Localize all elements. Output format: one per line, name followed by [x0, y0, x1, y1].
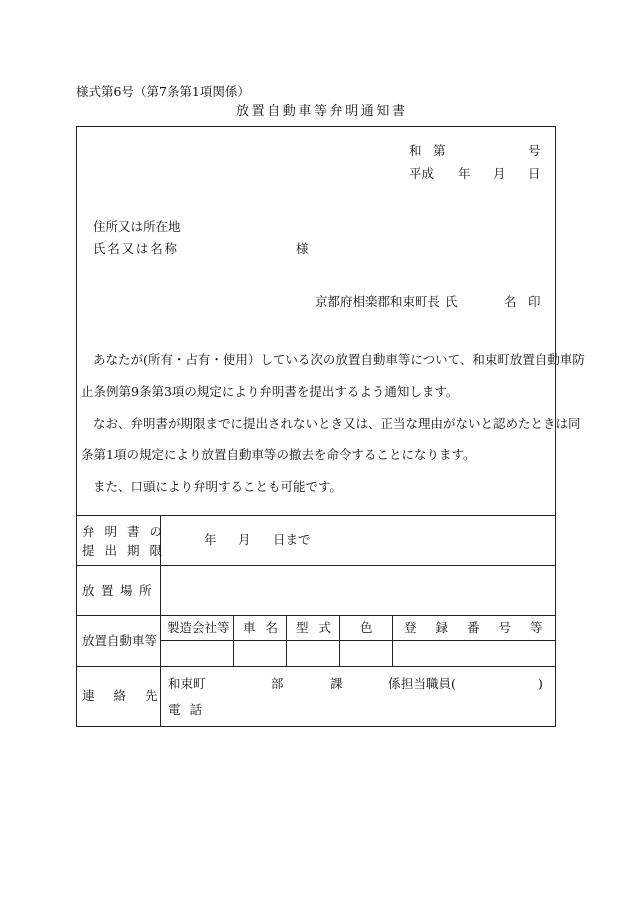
document-title: 放置自動車等弁明通知書	[236, 104, 408, 119]
vehicle-header-name: 車名	[243, 620, 289, 635]
name-label: 氏名又は名称	[93, 241, 179, 256]
date-era: 平成	[409, 166, 435, 181]
vehicle-header-maker: 製造会社等	[167, 620, 230, 635]
vehicle-col-line-1	[233, 615, 234, 666]
doc-number-prefix: 和	[409, 143, 422, 158]
issuer-shi: 氏	[445, 294, 458, 309]
vehicle-header-line	[161, 640, 556, 641]
deadline-label-2	[82, 543, 173, 558]
deadline-day: 日まで	[273, 532, 311, 547]
address-label: 住所又は所在地	[93, 219, 181, 234]
vehicle-header-color: 色	[360, 620, 373, 635]
body-p1-line2: 止条例第9条第3項の規定により弁明書を提出するよう通知します。	[81, 384, 459, 399]
vehicle-header-model: 型式	[296, 620, 342, 635]
deadline-label-text-1: 弁明書の	[82, 524, 173, 539]
contact-label: 連絡先	[82, 688, 177, 703]
contact-staff-close: )	[538, 676, 543, 691]
table-top-line	[76, 515, 556, 516]
contact-bu: 部	[271, 676, 284, 691]
row-line-1	[76, 565, 556, 566]
vehicle-header-reg: 登録番号等	[404, 620, 562, 635]
issuer-mei: 名	[504, 294, 517, 309]
location-label: 放置場所	[82, 583, 159, 598]
seal-mark: 印	[528, 294, 541, 309]
body-p2-line1: なお、弁明書が期限までに提出されないとき又は、正当な理由がないと認めたときは同	[93, 416, 581, 431]
contact-ka: 課	[330, 676, 343, 691]
body-p1-line1: あなたが(所有・占有・使用）している次の放置自動車等について、和束町放置自動車防	[93, 352, 585, 367]
deadline-month: 月	[238, 532, 251, 547]
contact-kakari: 係	[388, 676, 401, 691]
date-month: 月	[493, 166, 506, 181]
issuer-title: 京都府相楽郡和束町長	[315, 294, 441, 309]
form-id: 様式第6号（第7条第1項関係）	[76, 84, 250, 99]
body-p3: また、口頭により弁明することも可能です。	[93, 479, 343, 494]
doc-number-dai: 第	[433, 143, 446, 158]
vehicle-label: 放置自動車等	[82, 633, 158, 648]
date-day: 日	[528, 166, 541, 181]
row-line-2	[76, 615, 556, 616]
vehicle-col-line-4	[392, 615, 393, 666]
date-year: 年	[458, 166, 471, 181]
body-p2-line2: 条第1項の規定により放置自動車等の撤去を命令することになります。	[81, 447, 476, 462]
deadline-year: 年	[204, 532, 217, 547]
contact-phone: 電話	[168, 702, 212, 717]
contact-staff: 担当職員(	[401, 676, 456, 691]
row-line-3	[76, 666, 556, 667]
deadline-label-1	[82, 524, 173, 539]
honorific: 様	[296, 241, 309, 256]
deadline-label-text-2: 提出期限	[82, 543, 173, 558]
doc-number-go: 号	[528, 143, 541, 158]
contact-town: 和束町	[168, 676, 206, 691]
